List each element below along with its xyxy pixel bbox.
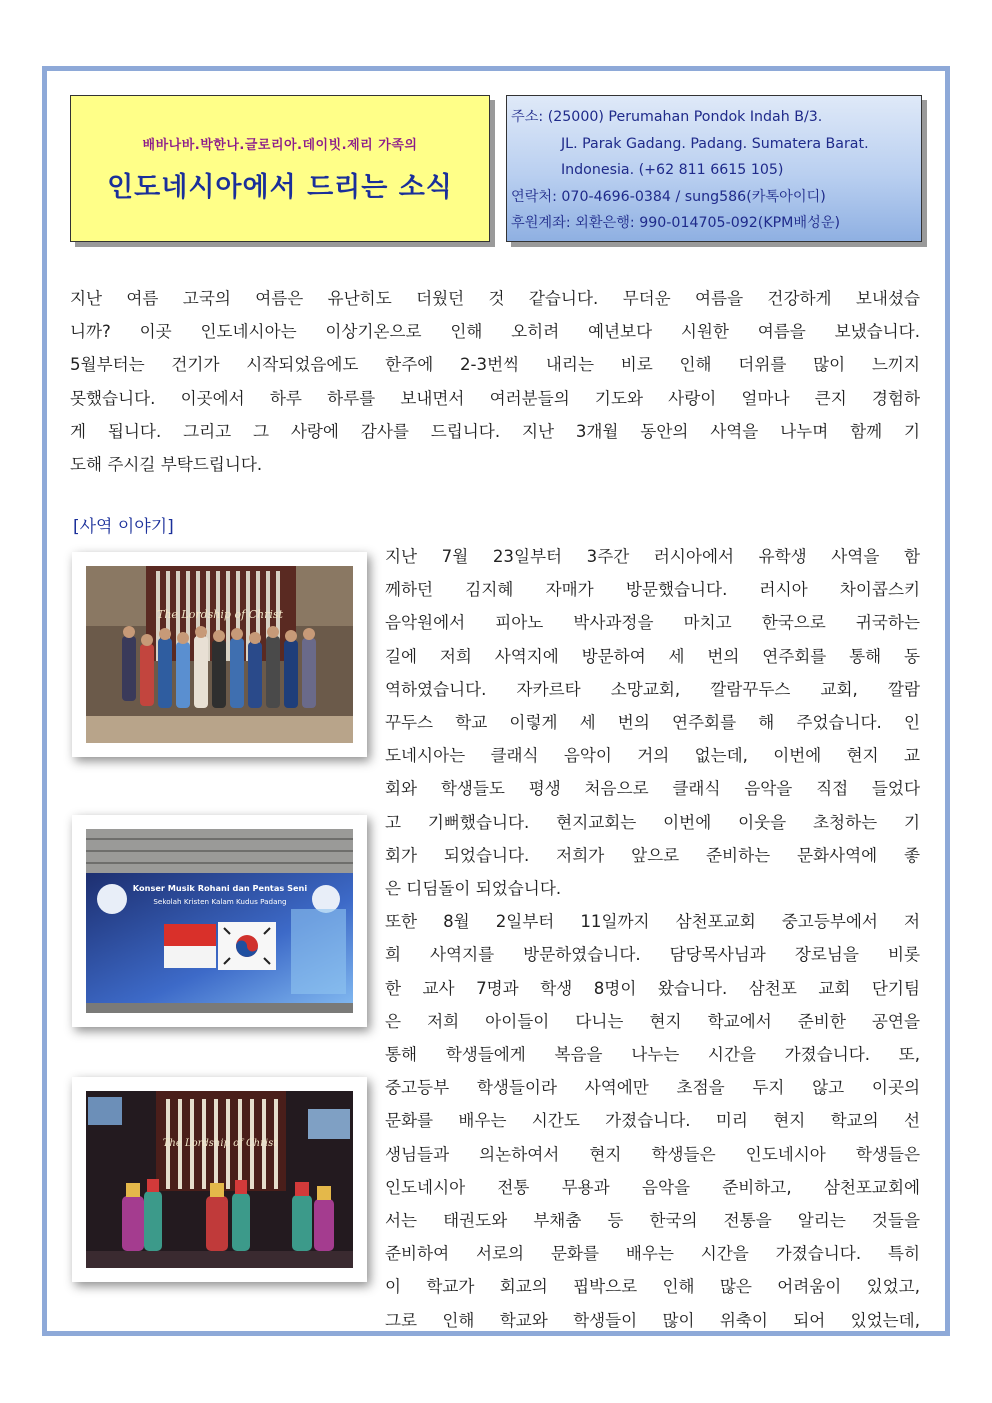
- text-line: 한 교사 7명과 학생 8명이 왔습니다. 삼천포 교회 단기팀: [385, 978, 920, 998]
- photo2-banner-title: Konser Musik Rohani dan Pentas Seni: [132, 883, 308, 893]
- intro-paragraph: [70, 282, 920, 481]
- text-line: 희 사역지를 방문하였습니다. 담당목사님과 장로님을 비롯: [385, 945, 920, 965]
- text-line: 준비하여 서로의 문화를 배우는 시간을 가졌습니다. 특히: [385, 1244, 920, 1264]
- photo-concert-banner: [72, 815, 367, 1027]
- text-line: 고 기뻐했습니다. 현지교회는 이번에 이웃을 초청하는 기: [385, 812, 920, 832]
- contact-line: 연락처: 070-4696-0384 / sung586(카톡아이디): [511, 188, 826, 205]
- text-line: 지난 7월 23일부터 3주간 러시아에서 유학생 사역을 함: [385, 547, 920, 566]
- text-line: 문화를 배우는 시간도 가졌습니다. 미리 현지 학교의 선: [385, 1111, 920, 1131]
- title-box: [70, 95, 490, 242]
- text-line: 생님들과 의논하여서 현지 학생들은 인도네시아 학생들은: [385, 1144, 920, 1164]
- text-line: 못했습니다. 이곳에서 하루 하루를 보내면서 여러분들의 기도와 사랑이 얼마나 큰지 경험하: [70, 388, 920, 408]
- text-line: 통해 학생들에게 복음을 나누는 시간을 가졌습니다. 또,: [385, 1045, 920, 1065]
- text-line: 회가 되었습니다. 저희가 앞으로 준비하는 문화사역에 좋: [385, 845, 920, 865]
- text-line: 도네시아는 클래식 음악이 거의 없는데, 이번에 현지 교: [385, 746, 920, 766]
- photo-dance-performance-image: [86, 1091, 353, 1268]
- text-line: 또한 8월 2일부터 11일까지 삼천포교회 중고등부에서 저: [385, 912, 920, 932]
- address-line-3: Indonesia. (+62 811 6615 105): [561, 162, 784, 178]
- section-title: [사역 이야기]: [73, 517, 174, 537]
- text-line: 서는 태권도와 부채춤 등 한국의 전통을 알리는 것들을: [385, 1211, 920, 1231]
- text-line: 5월부터는 건기가 시작되었음에도 한주에 2-3번씩 내리는 비로 인해 더위를 많이 느끼지: [70, 355, 920, 375]
- text-line: 은 저희 아이들이 다니는 현지 학교에서 준비한 공연을: [385, 1011, 920, 1031]
- photo-dance-performance: [72, 1077, 367, 1282]
- photo-concert-banner-image: [86, 829, 353, 1013]
- text-line: 회와 학생들도 평생 처음으로 클래식 음악을 직접 들었다: [385, 779, 920, 799]
- text-line: 은 디딤돌이 되었습니다.: [385, 879, 562, 899]
- address-line-2: JL. Parak Gadang. Padang. Sumatera Barat.: [561, 135, 869, 152]
- banner-photo-illustration: [86, 829, 353, 1013]
- photo3-sign-text: The Lordship of Christ: [162, 1138, 278, 1149]
- text-line: 니까? 이곳 인도네시아는 이상기온으로 인해 오히려 예년보다 시원한 여름을 보냈습니다.: [70, 322, 920, 342]
- text-line: 지난 여름 고국의 여름은 유난히도 더웠던 것 같습니다. 무더운 여름을 건강하게 보내셨습: [70, 289, 920, 308]
- text-line: 도해 주시길 부탁드립니다.: [70, 455, 263, 475]
- photo2-banner-sub: Sekolah Kristen Kalam Kudus Padang: [153, 897, 287, 906]
- text-line: 그로 인해 학교와 학생들이 많이 위축이 되어 있었는데,: [385, 1310, 920, 1330]
- account-line: 후원계좌: 외환은행: 990-014705-092(KPM배성운): [511, 215, 841, 231]
- dance-photo-illustration: [86, 1091, 353, 1268]
- address-box: [506, 95, 922, 242]
- text-line: 꾸두스 학교 이렇게 세 번의 연주회를 해 주었습니다. 인: [385, 713, 920, 733]
- text-line: 께하던 김지혜 자매가 방문했습니다. 러시아 차이콥스키: [385, 580, 920, 600]
- group-photo-illustration: [86, 566, 353, 743]
- newsletter-title: 인도네시아에서 드리는 소식: [107, 172, 453, 203]
- text-line: 역하였습니다. 자카르타 소망교회, 깔람꾸두스 교회, 깔람: [385, 679, 920, 699]
- story-paragraph: [385, 540, 920, 1337]
- text-line: 인도네시아 전통 무용과 음악을 준비하고, 삼천포교회에: [385, 1177, 920, 1197]
- photo1-sign-text: The Lordship of Christ: [157, 608, 283, 621]
- text-line: 게 됩니다. 그리고 그 사랑에 감사를 드립니다. 지난 3개월 동안의 사역을 나누며 함께 기: [70, 421, 920, 441]
- text-line: 중고등부 학생들이라 사역에만 초점을 두지 않고 이곳의: [385, 1078, 920, 1098]
- photo-group-concert-image: [86, 566, 353, 743]
- text-line: 이 학교가 회교의 핍박으로 인해 많은 어려움이 있었고,: [385, 1277, 920, 1297]
- family-subtitle: 배바나바.박한나.글로리아.데이빗.제리 가족의: [142, 138, 418, 153]
- address-line-1: 주소: (25000) Perumahan Pondok Indah B/3.: [511, 109, 823, 125]
- text-line: 길에 저희 사역지에 방문하여 세 번의 연주회를 통해 동: [385, 646, 920, 666]
- photo-group-concert: [72, 552, 367, 757]
- text-line: 음악원에서 피아노 박사과정을 마치고 한국으로 귀국하는: [385, 613, 920, 633]
